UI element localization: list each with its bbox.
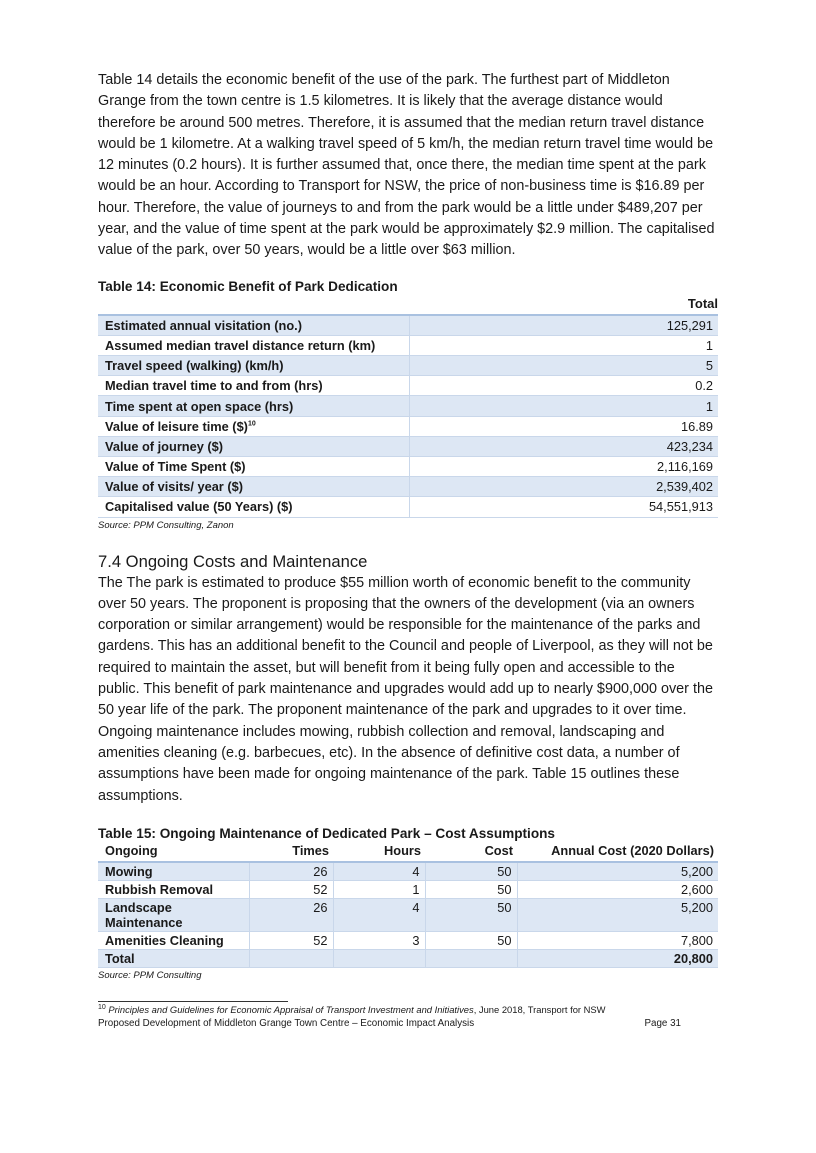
cell-annual: 5,200 xyxy=(517,898,718,931)
cell-cost: 50 xyxy=(425,880,517,898)
row-label: Median travel time to and from (hrs) xyxy=(98,376,410,396)
row-label: Travel speed (walking) (km/h) xyxy=(98,356,410,376)
footnote-title: Principles and Guidelines for Economic Appraisal of Transport Investment and Initiatives xyxy=(108,1003,474,1015)
row-label: Estimated annual visitation (no.) xyxy=(98,315,410,336)
cell-hours: 1 xyxy=(333,880,425,898)
table-row xyxy=(98,396,718,416)
col-header-hours: Hours xyxy=(333,841,425,862)
row-label-text: Value of leisure time ($) xyxy=(105,418,248,434)
cell-item: Amenities Cleaning xyxy=(98,931,249,949)
footnote-reference[interactable]: 10 xyxy=(247,420,256,428)
row-label: Value of Time Spent ($) xyxy=(98,456,410,476)
cell-times: 52 xyxy=(249,880,333,898)
cell-item: Landscape Maintenance xyxy=(98,898,249,931)
cell-empty xyxy=(425,949,517,967)
table-row xyxy=(98,497,718,517)
col-header-cost: Cost xyxy=(425,841,517,862)
table14-caption: Table 14: Economic Benefit of Park Dedication xyxy=(98,278,398,294)
row-label: Time spent at open space (hrs) xyxy=(98,396,410,416)
table-row xyxy=(98,416,718,436)
section-paragraph: The The park is estimated to produce $55 million worth of economic benefit to the community over 50 years. The proponent is proposing that the owners of the development (via an owners corporation or similar arrangement) would be responsible for the maintenance of the parks and gardens. This has an additional benefit to the Council and people of Liverpool, as they will not be required to maintain the asset, but will benefit from it being fully open and accessible to the public. This benefit of park maintenance and upgrades would add up to nearly $900,000 over the 50 year life of the park. The proponent maintenance of the park and upgrades to it over time. Ongoing maintenance includes mowing, rubbish collection and removal, landscaping and amenities cleaning (e.g. barbecues, etc). In the absence of definitive cost data, a number of assumptions have been made for ongoing maintenance of the park. Table 15 outlines these assumptions. xyxy=(98,574,713,804)
footnote-divider xyxy=(98,1001,288,1002)
intro-paragraph: Table 14 details the economic benefit of the use of the park. The furthest part of Middleton Grange from the town centre is 1.5 kilometres. It is likely that the average distance would therefore be around 500 metres. Therefore, it is assumed that the median return travel distance would be 1 kilometre. At a walking travel speed of 5 km/h, the median return travel time would be 12 minutes (0.2 hours). It is further assumed that, once there, the median time spent at the park would be an hour. According to Transport for NSW, the price of non-business time is $16.89 per hour. Therefore, the value of journeys to and from the park would be a little under $489,207 per year, and the value of time spent at the park would be approximately $2.9 million. The capitalised value of the park, over 50 years, would be a little over $63 million. xyxy=(98,72,715,259)
table14-total-header: Total xyxy=(687,295,718,311)
cell-cost: 50 xyxy=(425,931,517,949)
table15-caption: Table 15: Ongoing Maintenance of Dedicated Park – Cost Assumptions xyxy=(98,825,555,841)
cell-cost: 50 xyxy=(425,898,517,931)
row-value: 423,234 xyxy=(410,436,719,456)
cell-item: Mowing xyxy=(98,862,249,881)
page-number: Page 31 xyxy=(644,1017,681,1029)
row-value: 5 xyxy=(410,356,719,376)
row-value: 125,291 xyxy=(410,315,719,336)
footnote xyxy=(98,1004,718,1015)
table-row xyxy=(98,880,718,898)
cell-item: Rubbish Removal xyxy=(98,880,249,898)
col-header-ongoing: Ongoing xyxy=(98,841,249,862)
cell-hours: 4 xyxy=(333,898,425,931)
table-row xyxy=(98,898,718,931)
cell-hours: 3 xyxy=(333,931,425,949)
table-row xyxy=(98,862,718,881)
table-row xyxy=(98,376,718,396)
cell-annual: 7,800 xyxy=(517,931,718,949)
page-footer xyxy=(98,1018,681,1029)
table-row xyxy=(98,931,718,949)
row-value: 16.89 xyxy=(410,416,719,436)
page-content xyxy=(98,70,718,1029)
table-row xyxy=(98,456,718,476)
row-value: 2,116,169 xyxy=(410,456,719,476)
row-label: Value of journey ($) xyxy=(98,436,410,456)
table-row xyxy=(98,477,718,497)
maintenance-cost-table xyxy=(98,841,718,968)
row-value: 1 xyxy=(410,396,719,416)
cell-empty xyxy=(333,949,425,967)
table15-source: Source: PPM Consulting xyxy=(98,969,202,981)
row-value: 0.2 xyxy=(410,376,719,396)
cell-total-label: Total xyxy=(98,949,249,967)
economic-benefit-table xyxy=(98,314,718,518)
cell-empty xyxy=(249,949,333,967)
footer-document-title: Proposed Development of Middleton Grange Town Centre – Economic Impact Analysis xyxy=(98,1017,475,1029)
table-row xyxy=(98,315,718,336)
section-heading: 7.4 Ongoing Costs and Maintenance xyxy=(98,551,368,571)
row-label: Assumed median travel distance return (km) xyxy=(98,335,410,355)
table-row xyxy=(98,335,718,355)
row-label: Capitalised value (50 Years) ($) xyxy=(98,497,410,517)
table14-source: Source: PPM Consulting, Zanon xyxy=(98,519,234,531)
col-header-annual-cost: Annual Cost (2020 Dollars) xyxy=(517,841,718,862)
row-label xyxy=(98,416,410,436)
cell-hours: 4 xyxy=(333,862,425,881)
cell-times: 52 xyxy=(249,931,333,949)
cell-annual: 2,600 xyxy=(517,880,718,898)
footnote-number: 10 xyxy=(98,1003,106,1011)
row-value: 1 xyxy=(410,335,719,355)
cell-annual: 5,200 xyxy=(517,862,718,881)
col-header-times: Times xyxy=(249,841,333,862)
table-header-row xyxy=(98,841,718,862)
cell-total-annual: 20,800 xyxy=(517,949,718,967)
footnote-rest: , June 2018, Transport for NSW xyxy=(473,1003,606,1015)
table-row xyxy=(98,356,718,376)
cell-times: 26 xyxy=(249,862,333,881)
cell-times: 26 xyxy=(249,898,333,931)
row-label: Value of visits/ year ($) xyxy=(98,477,410,497)
table-row xyxy=(98,436,718,456)
row-value: 2,539,402 xyxy=(410,477,719,497)
row-value: 54,551,913 xyxy=(410,497,719,517)
cell-cost: 50 xyxy=(425,862,517,881)
table-total-row xyxy=(98,949,718,967)
